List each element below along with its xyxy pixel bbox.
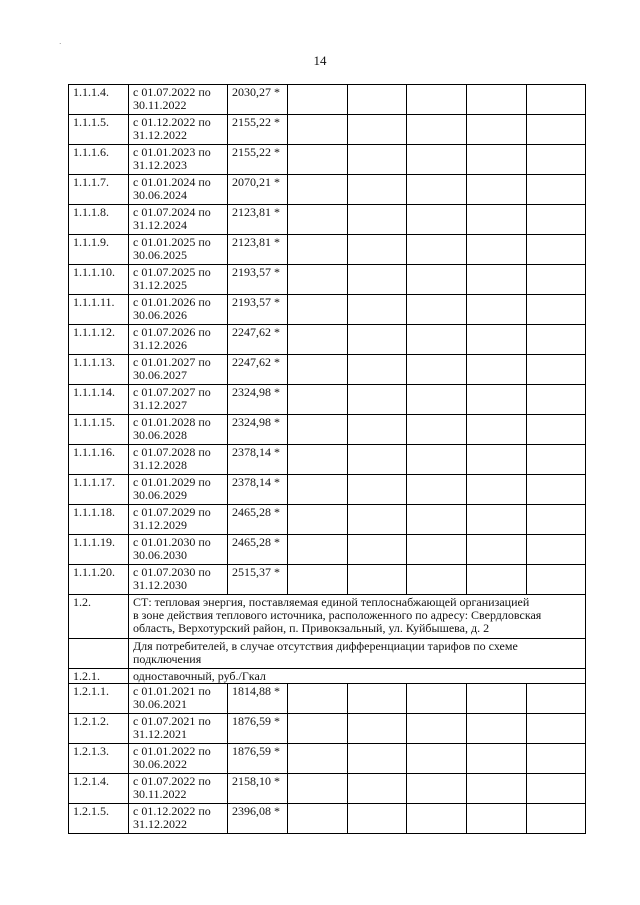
period-line: 30.06.2029 <box>133 488 187 502</box>
tariff-row <box>69 714 586 744</box>
consumer-number-cell <box>69 639 129 669</box>
empty-cell <box>288 115 348 145</box>
period-line: с 01.07.2027 по <box>133 385 211 399</box>
empty-cell <box>288 145 348 175</box>
empty-cell <box>467 85 527 115</box>
empty-cell <box>407 684 467 714</box>
section-heading-row <box>69 595 586 639</box>
empty-cell <box>467 774 527 804</box>
empty-cell <box>407 565 467 595</box>
tariff-row <box>69 265 586 295</box>
period-line: 31.12.2025 <box>133 278 187 292</box>
empty-cell <box>527 684 586 714</box>
period-line: с 01.01.2030 по <box>133 535 211 549</box>
period-cell <box>129 295 228 325</box>
empty-cell <box>407 714 467 744</box>
empty-cell <box>348 505 407 535</box>
period-line: с 01.07.2022 по <box>133 774 211 788</box>
period-line: 30.06.2028 <box>133 428 187 442</box>
tariff-value: 2070,21 * <box>228 175 288 205</box>
empty-cell <box>288 175 348 205</box>
period-line: 31.12.2021 <box>133 727 187 741</box>
empty-cell <box>348 475 407 505</box>
empty-cell <box>288 505 348 535</box>
empty-cell <box>407 445 467 475</box>
subsection-text: одноставочный, руб./Гкал <box>129 669 586 684</box>
period-line: с 01.07.2030 по <box>133 565 211 579</box>
period-cell <box>129 565 228 595</box>
period-line: 31.12.2028 <box>133 458 187 472</box>
empty-cell <box>288 385 348 415</box>
row-number: 1.2.1.1. <box>69 684 129 714</box>
corner-mark: · <box>59 40 62 48</box>
empty-cell <box>407 505 467 535</box>
empty-cell <box>527 295 586 325</box>
empty-cell <box>527 445 586 475</box>
empty-cell <box>348 565 407 595</box>
tariff-row <box>69 205 586 235</box>
empty-cell <box>467 804 527 834</box>
empty-cell <box>348 205 407 235</box>
tariff-row <box>69 235 586 265</box>
period-line: 31.12.2027 <box>133 398 187 412</box>
tariff-row <box>69 684 586 714</box>
tariff-value: 1876,59 * <box>228 714 288 744</box>
empty-cell <box>467 235 527 265</box>
empty-cell <box>407 235 467 265</box>
tariff-value: 2193,57 * <box>228 295 288 325</box>
period-line: с 01.07.2028 по <box>133 445 211 459</box>
empty-cell <box>527 145 586 175</box>
empty-cell <box>527 175 586 205</box>
period-line: 31.12.2030 <box>133 578 187 592</box>
empty-cell <box>348 684 407 714</box>
empty-cell <box>288 744 348 774</box>
empty-cell <box>527 385 586 415</box>
period-cell <box>129 235 228 265</box>
consumer-text <box>129 639 586 669</box>
tariff-value: 2155,22 * <box>228 145 288 175</box>
empty-cell <box>527 804 586 834</box>
period-cell <box>129 535 228 565</box>
period-cell <box>129 445 228 475</box>
tariff-row <box>69 355 586 385</box>
period-line: с 01.12.2022 по <box>133 115 211 129</box>
section-heading-line: СТ: тепловая энергия, поставляемая единой теплоснабжающей организацией <box>133 595 530 609</box>
period-line: 31.12.2024 <box>133 218 187 232</box>
period-line: с 01.07.2029 по <box>133 505 211 519</box>
tariff-row <box>69 744 586 774</box>
tariff-value: 2123,81 * <box>228 205 288 235</box>
tariff-row <box>69 475 586 505</box>
period-line: 30.06.2024 <box>133 188 187 202</box>
empty-cell <box>348 265 407 295</box>
empty-cell <box>527 535 586 565</box>
empty-cell <box>467 115 527 145</box>
empty-cell <box>348 235 407 265</box>
empty-cell <box>407 265 467 295</box>
period-line: 31.12.2026 <box>133 338 187 352</box>
period-cell <box>129 744 228 774</box>
period-line: с 01.01.2022 по <box>133 744 211 758</box>
section-heading-line: в зоне действия теплового источника, расположенного по адресу: Свердловская <box>133 608 542 622</box>
tariff-row <box>69 445 586 475</box>
tariff-row <box>69 535 586 565</box>
period-line: с 01.01.2023 по <box>133 145 211 159</box>
period-cell <box>129 205 228 235</box>
consumer-line: подключения <box>133 652 202 666</box>
empty-cell <box>348 85 407 115</box>
period-cell <box>129 85 228 115</box>
row-number: 1.1.1.4. <box>69 85 129 115</box>
empty-cell <box>288 684 348 714</box>
empty-cell <box>467 475 527 505</box>
empty-cell <box>288 325 348 355</box>
empty-cell <box>288 355 348 385</box>
tariff-row <box>69 505 586 535</box>
tariff-row <box>69 774 586 804</box>
tariff-row <box>69 85 586 115</box>
tariff-value: 2123,81 * <box>228 235 288 265</box>
period-line: 31.12.2022 <box>133 817 187 831</box>
empty-cell <box>467 325 527 355</box>
empty-cell <box>527 415 586 445</box>
empty-cell <box>467 265 527 295</box>
period-line: 30.06.2021 <box>133 697 187 711</box>
empty-cell <box>288 295 348 325</box>
period-cell <box>129 145 228 175</box>
empty-cell <box>407 774 467 804</box>
period-cell <box>129 475 228 505</box>
row-number: 1.1.1.18. <box>69 505 129 535</box>
empty-cell <box>527 744 586 774</box>
tariff-value: 2324,98 * <box>228 415 288 445</box>
row-number: 1.1.1.9. <box>69 235 129 265</box>
period-line: с 01.01.2028 по <box>133 415 211 429</box>
empty-cell <box>348 385 407 415</box>
page-number: 14 <box>313 53 327 68</box>
tariff-row <box>69 415 586 445</box>
empty-cell <box>348 145 407 175</box>
period-line: 30.06.2030 <box>133 548 187 562</box>
tariff-row <box>69 115 586 145</box>
empty-cell <box>527 475 586 505</box>
period-line: с 01.01.2027 по <box>133 355 211 369</box>
row-number: 1.1.1.11. <box>69 295 129 325</box>
empty-cell <box>348 325 407 355</box>
empty-cell <box>288 445 348 475</box>
empty-cell <box>288 235 348 265</box>
period-line: 30.11.2022 <box>133 98 187 112</box>
period-cell <box>129 804 228 834</box>
tariff-value: 2396,08 * <box>228 804 288 834</box>
tariff-table <box>68 84 586 834</box>
row-number: 1.1.1.20. <box>69 565 129 595</box>
empty-cell <box>467 445 527 475</box>
period-line: с 01.07.2022 по <box>133 85 211 99</box>
row-number: 1.1.1.14. <box>69 385 129 415</box>
tariff-value: 1814,88 * <box>228 684 288 714</box>
tariff-value: 2465,28 * <box>228 535 288 565</box>
empty-cell <box>288 565 348 595</box>
empty-cell <box>467 145 527 175</box>
subsection-row <box>69 669 586 684</box>
empty-cell <box>467 385 527 415</box>
empty-cell <box>348 355 407 385</box>
row-number: 1.2.1.2. <box>69 714 129 744</box>
empty-cell <box>467 565 527 595</box>
empty-cell <box>407 205 467 235</box>
period-line: 30.06.2022 <box>133 757 187 771</box>
row-number: 1.1.1.10. <box>69 265 129 295</box>
period-line: 31.12.2023 <box>133 158 187 172</box>
consumer-line: Для потребителей, в случае отсутствия дифференциации тарифов по схеме <box>133 639 518 653</box>
period-line: 31.12.2029 <box>133 518 187 532</box>
empty-cell <box>527 565 586 595</box>
empty-cell <box>288 205 348 235</box>
empty-cell <box>348 175 407 205</box>
tariff-value: 2158,10 * <box>228 774 288 804</box>
empty-cell <box>348 295 407 325</box>
empty-cell <box>288 475 348 505</box>
empty-cell <box>467 355 527 385</box>
empty-cell <box>348 774 407 804</box>
tariff-row <box>69 145 586 175</box>
empty-cell <box>467 684 527 714</box>
row-number: 1.1.1.5. <box>69 115 129 145</box>
empty-cell <box>288 265 348 295</box>
empty-cell <box>467 744 527 774</box>
empty-cell <box>527 85 586 115</box>
empty-cell <box>527 235 586 265</box>
empty-cell <box>527 115 586 145</box>
tariff-row <box>69 325 586 355</box>
period-line: 30.06.2027 <box>133 368 187 382</box>
empty-cell <box>407 744 467 774</box>
empty-cell <box>467 205 527 235</box>
tariff-value: 2324,98 * <box>228 385 288 415</box>
row-number: 1.2.1.3. <box>69 744 129 774</box>
section-heading-line: область, Верхотурский район, п. Привокзальный, ул. Куйбышева, д. 2 <box>133 621 490 635</box>
period-line: с 01.12.2022 по <box>133 804 211 818</box>
period-cell <box>129 505 228 535</box>
row-number: 1.1.1.12. <box>69 325 129 355</box>
empty-cell <box>288 535 348 565</box>
empty-cell <box>348 535 407 565</box>
empty-cell <box>407 175 467 205</box>
tariff-value: 1876,59 * <box>228 744 288 774</box>
row-number: 1.1.1.13. <box>69 355 129 385</box>
row-number: 1.1.1.17. <box>69 475 129 505</box>
period-line: 30.06.2026 <box>133 308 187 322</box>
row-number: 1.1.1.15. <box>69 415 129 445</box>
tariff-row <box>69 804 586 834</box>
empty-cell <box>288 804 348 834</box>
tariff-row <box>69 175 586 205</box>
period-line: с 01.01.2025 по <box>133 235 211 249</box>
period-line: 30.06.2025 <box>133 248 187 262</box>
empty-cell <box>527 714 586 744</box>
tariff-value: 2515,37 * <box>228 565 288 595</box>
section-heading-text <box>129 595 586 639</box>
empty-cell <box>527 325 586 355</box>
period-cell <box>129 355 228 385</box>
empty-cell <box>348 415 407 445</box>
tariff-row <box>69 385 586 415</box>
period-cell <box>129 325 228 355</box>
empty-cell <box>467 535 527 565</box>
empty-cell <box>348 804 407 834</box>
empty-cell <box>467 415 527 445</box>
empty-cell <box>527 774 586 804</box>
period-cell <box>129 265 228 295</box>
subsection-number: 1.2.1. <box>69 669 129 684</box>
empty-cell <box>407 325 467 355</box>
empty-cell <box>288 85 348 115</box>
tariff-row <box>69 295 586 325</box>
empty-cell <box>407 415 467 445</box>
period-line: с 01.01.2029 по <box>133 475 211 489</box>
empty-cell <box>527 265 586 295</box>
section-number: 1.2. <box>69 595 129 639</box>
period-line: с 01.01.2021 по <box>133 684 211 698</box>
consumer-row <box>69 639 586 669</box>
period-line: с 01.01.2026 по <box>133 295 211 309</box>
empty-cell <box>467 175 527 205</box>
empty-cell <box>288 415 348 445</box>
empty-cell <box>407 145 467 175</box>
empty-cell <box>407 295 467 325</box>
row-number: 1.2.1.5. <box>69 804 129 834</box>
empty-cell <box>288 714 348 744</box>
period-cell <box>129 415 228 445</box>
period-line: 31.12.2022 <box>133 128 187 142</box>
empty-cell <box>348 744 407 774</box>
period-cell <box>129 115 228 145</box>
tariff-value: 2155,22 * <box>228 115 288 145</box>
empty-cell <box>467 295 527 325</box>
row-number: 1.1.1.16. <box>69 445 129 475</box>
row-number: 1.1.1.6. <box>69 145 129 175</box>
tariff-value: 2247,62 * <box>228 325 288 355</box>
empty-cell <box>467 505 527 535</box>
empty-cell <box>407 804 467 834</box>
tariff-value: 2193,57 * <box>228 265 288 295</box>
tariff-value: 2378,14 * <box>228 445 288 475</box>
empty-cell <box>407 535 467 565</box>
period-line: 30.11.2022 <box>133 787 187 801</box>
period-line: с 01.07.2025 по <box>133 265 211 279</box>
period-cell <box>129 774 228 804</box>
empty-cell <box>348 115 407 145</box>
tariff-value: 2465,28 * <box>228 505 288 535</box>
row-number: 1.2.1.4. <box>69 774 129 804</box>
empty-cell <box>527 355 586 385</box>
empty-cell <box>288 774 348 804</box>
empty-cell <box>407 355 467 385</box>
empty-cell <box>407 115 467 145</box>
period-cell <box>129 385 228 415</box>
row-number: 1.1.1.19. <box>69 535 129 565</box>
tariff-value: 2247,62 * <box>228 355 288 385</box>
period-cell <box>129 684 228 714</box>
empty-cell <box>407 385 467 415</box>
empty-cell <box>348 714 407 744</box>
empty-cell <box>527 205 586 235</box>
row-number: 1.1.1.8. <box>69 205 129 235</box>
period-line: с 01.07.2024 по <box>133 205 211 219</box>
empty-cell <box>527 505 586 535</box>
empty-cell <box>348 445 407 475</box>
tariff-row <box>69 565 586 595</box>
period-cell <box>129 714 228 744</box>
empty-cell <box>407 85 467 115</box>
period-line: с 01.07.2026 по <box>133 325 211 339</box>
empty-cell <box>407 475 467 505</box>
tariff-value: 2030,27 * <box>228 85 288 115</box>
row-number: 1.1.1.7. <box>69 175 129 205</box>
period-cell <box>129 175 228 205</box>
empty-cell <box>467 714 527 744</box>
period-line: с 01.01.2024 по <box>133 175 211 189</box>
period-line: с 01.07.2021 по <box>133 714 211 728</box>
tariff-value: 2378,14 * <box>228 475 288 505</box>
